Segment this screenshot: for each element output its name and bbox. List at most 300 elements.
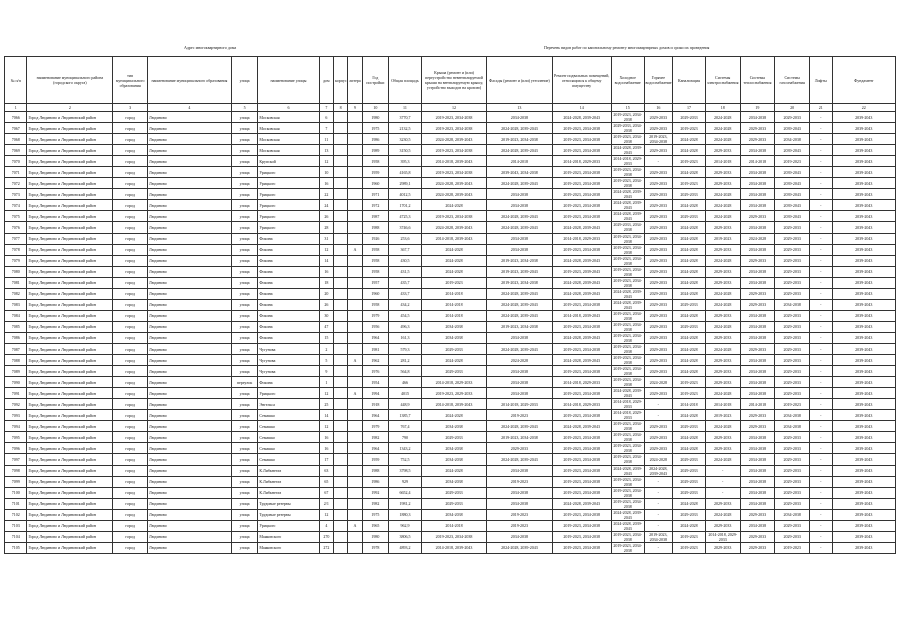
table-row bbox=[5, 134, 896, 145]
table-row bbox=[5, 421, 896, 432]
cell-basement: 2019-2023, 2034-2038 bbox=[552, 454, 611, 465]
cell-found: 2039-2043 bbox=[832, 178, 896, 189]
cell-area: 6652,4 bbox=[389, 487, 422, 498]
cell-korp bbox=[333, 310, 347, 321]
cell-heat: 2029-2033 bbox=[740, 299, 775, 310]
cell-facade: 2034-2038 bbox=[487, 465, 552, 476]
cell-cold: 2019-2023, 2034-2038 bbox=[611, 233, 644, 244]
cell-found: 2039-2043 bbox=[832, 399, 896, 410]
cell-year: 1926 bbox=[362, 233, 389, 244]
cell-sewer: 2024-2028 bbox=[673, 233, 706, 244]
table-row bbox=[5, 123, 896, 134]
cell-area: 3770,7 bbox=[389, 112, 422, 123]
cell-basement: 2019-2023, 2034-2038 bbox=[552, 189, 611, 200]
cell-area: 430,5 bbox=[389, 255, 422, 266]
cell-district: Город Людиново и Людиновский район bbox=[27, 134, 113, 145]
cell-street: Фокина bbox=[258, 244, 319, 255]
cell-year: 1980 bbox=[362, 531, 389, 542]
cell-st: переулок bbox=[231, 377, 258, 388]
cell-lit bbox=[348, 200, 362, 211]
cell-heat: 2034-2038 bbox=[740, 520, 775, 531]
cell-n: 7081 bbox=[5, 277, 27, 288]
cell-year: 1988 bbox=[362, 465, 389, 476]
column-number: 2 bbox=[27, 104, 113, 112]
cell-cold: 2019-2023, 2034-2038 bbox=[611, 498, 644, 509]
cell-year: 1987 bbox=[362, 211, 389, 222]
table-row bbox=[5, 531, 896, 542]
cell-lift: - bbox=[810, 399, 832, 410]
cell-area: 253,6 bbox=[389, 233, 422, 244]
cell-hot: 2029-2033 bbox=[644, 366, 673, 377]
cell-cold: 2014-2018, 2029-2033 bbox=[611, 410, 644, 421]
cell-lift: - bbox=[810, 178, 832, 189]
cell-hot: - bbox=[644, 498, 673, 509]
cell-facade: 2024-2028, 2039-2043 bbox=[487, 178, 552, 189]
cell-facade: 2019-2023 bbox=[487, 520, 552, 531]
column-number: 20 bbox=[775, 104, 810, 112]
cell-elec: 2024-2028 bbox=[705, 288, 740, 299]
cell-roof: 2014-2018, 2039-2043 bbox=[421, 233, 486, 244]
cell-gas: 2034-2038 bbox=[775, 299, 810, 310]
cell-st: улица bbox=[231, 189, 258, 200]
cell-n: 7090 bbox=[5, 377, 27, 388]
cell-gas: 2029-2033 bbox=[775, 332, 810, 343]
cell-sewer: 2024-2028 bbox=[673, 200, 706, 211]
cell-cold: 2019-2023, 2034-2038 bbox=[611, 377, 644, 388]
cell-roof: 2024-2028 bbox=[421, 200, 486, 211]
cell-lift: - bbox=[810, 134, 832, 145]
cell-basement: 2019-2023, 2034-2038 bbox=[552, 366, 611, 377]
cell-found: 2039-2043 bbox=[832, 410, 896, 421]
cell-n: 7066 bbox=[5, 112, 27, 123]
cell-lift: - bbox=[810, 211, 832, 222]
cell-mo: Людиново bbox=[148, 167, 232, 178]
cell-facade: 2039-2043, 2034-2038 bbox=[487, 167, 552, 178]
cell-district: Город Людиново и Людиновский район bbox=[27, 399, 113, 410]
column-number: 14 bbox=[552, 104, 611, 112]
table-row bbox=[5, 432, 896, 443]
cell-st: улица bbox=[231, 321, 258, 332]
cell-lift: - bbox=[810, 355, 832, 366]
cell-heat: 2034-2038 bbox=[740, 355, 775, 366]
cell-found: 2039-2043 bbox=[832, 255, 896, 266]
cell-roof: 2014-2018, 2039-2043 bbox=[421, 399, 486, 410]
cell-korp bbox=[333, 520, 347, 531]
table-row bbox=[5, 410, 896, 421]
column-header: тип муниципального образования bbox=[113, 57, 148, 104]
cell-lit bbox=[348, 321, 362, 332]
cell-roof: 2019-2023, 2034-2038 bbox=[421, 112, 486, 123]
cell-mo: Людиново bbox=[148, 421, 232, 432]
cell-sewer: 2024-2028 bbox=[673, 520, 706, 531]
cell-house: 16 bbox=[319, 443, 333, 454]
cell-year: 1958 bbox=[362, 156, 389, 167]
cell-type: город bbox=[113, 255, 148, 266]
cell-mo: Людиново bbox=[148, 277, 232, 288]
cell-lift: - bbox=[810, 366, 832, 377]
cell-house: 2/1 bbox=[319, 498, 333, 509]
cell-roof: 2029-2033 bbox=[421, 487, 486, 498]
cell-korp bbox=[333, 123, 347, 134]
table-row bbox=[5, 355, 896, 366]
cell-cold: 2019-2023, 2034-2038 bbox=[611, 487, 644, 498]
table-row bbox=[5, 233, 896, 244]
cell-heat: 2034-2038 bbox=[740, 366, 775, 377]
cell-type: город bbox=[113, 509, 148, 520]
cell-house: 28 bbox=[319, 222, 333, 233]
cell-year: 1994 bbox=[362, 388, 389, 399]
cell-gas: 2019-2023 bbox=[775, 156, 810, 167]
cell-year: 1964 bbox=[362, 410, 389, 421]
cell-elec: 2024-2028 bbox=[705, 388, 740, 399]
column-number: 17 bbox=[673, 104, 706, 112]
cell-facade: 2024-2028, 2039-2043 bbox=[487, 343, 552, 354]
cell-facade: 2034-2038 bbox=[487, 388, 552, 399]
cell-facade: 2024-2028, 2039-2043 bbox=[487, 542, 552, 553]
cell-st: улица bbox=[231, 266, 258, 277]
cell-heat: 2034-2038 bbox=[740, 498, 775, 509]
cell-year: 1972 bbox=[362, 200, 389, 211]
cell-area: 435,7 bbox=[389, 277, 422, 288]
cell-type: город bbox=[113, 332, 148, 343]
column-number: 13 bbox=[487, 104, 552, 112]
cell-mo: Людиново bbox=[148, 321, 232, 332]
cell-sewer: 2019-2023 bbox=[673, 123, 706, 134]
column-number: 3 bbox=[113, 104, 148, 112]
cell-korp bbox=[333, 233, 347, 244]
cell-lift: - bbox=[810, 410, 832, 421]
cell-elec: 2029-2033 bbox=[705, 178, 740, 189]
cell-district: Город Людиново и Людиновский район bbox=[27, 277, 113, 288]
cell-district: Город Людиново и Людиновский район bbox=[27, 266, 113, 277]
cell-facade: 2019-2023 bbox=[487, 509, 552, 520]
cell-n: 7091 bbox=[5, 388, 27, 399]
cell-sewer: 2019-2023 bbox=[673, 542, 706, 553]
cell-year: 1965 bbox=[362, 520, 389, 531]
cell-st: улица bbox=[231, 465, 258, 476]
cell-lift: - bbox=[810, 167, 832, 178]
table-row bbox=[5, 299, 896, 310]
cell-basement: 2014-2018, 2039-2043 bbox=[552, 310, 611, 321]
cell-sewer: 2024-2028 bbox=[673, 343, 706, 354]
column-header: Крыша (ремонт и (или) переустройство невентилируемой крыши на вентилируемую крышу, устройство выходов на кровлю) bbox=[421, 57, 486, 104]
cell-street: Урицкого bbox=[258, 388, 319, 399]
cell-type: город bbox=[113, 355, 148, 366]
cell-type: город bbox=[113, 244, 148, 255]
cell-roof: 2024-2028 bbox=[421, 355, 486, 366]
cell-lit: А bbox=[348, 520, 362, 531]
cell-mo: Людиново bbox=[148, 531, 232, 542]
cell-roof: 2034-2038 bbox=[421, 454, 486, 465]
cell-roof: 2014-2018 bbox=[421, 288, 486, 299]
cell-street: Энгельса bbox=[258, 399, 319, 410]
cell-sewer: 2024-2028 bbox=[673, 332, 706, 343]
column-header: Системы теплоснабжения bbox=[740, 57, 775, 104]
cell-year: 1976 bbox=[362, 366, 389, 377]
cell-korp bbox=[333, 443, 347, 454]
cell-roof: 2029-2033 bbox=[421, 366, 486, 377]
cell-basement: 2019-2023, 2034-2038 bbox=[552, 443, 611, 454]
cell-street: Московская bbox=[258, 145, 319, 156]
cell-roof: 2024-2028 bbox=[421, 266, 486, 277]
cell-found: 2039-2043 bbox=[832, 355, 896, 366]
cell-mo: Людиново bbox=[148, 432, 232, 443]
cell-gas: 2029-2033 bbox=[775, 266, 810, 277]
cell-heat: 2034-2038 bbox=[740, 388, 775, 399]
cell-district: Город Людиново и Людиновский район bbox=[27, 145, 113, 156]
cell-found: 2039-2043 bbox=[832, 244, 896, 255]
cell-hot: 2029-2033 bbox=[644, 178, 673, 189]
cell-street: Семашко bbox=[258, 432, 319, 443]
cell-year: 1989 bbox=[362, 145, 389, 156]
cell-basement: 2019-2023, 2034-2038 bbox=[552, 542, 611, 553]
cell-street: Урицкого bbox=[258, 167, 319, 178]
table-row bbox=[5, 211, 896, 222]
cell-lift: - bbox=[810, 321, 832, 332]
cell-korp bbox=[333, 410, 347, 421]
cell-found: 2039-2043 bbox=[832, 156, 896, 167]
cell-facade: 2024-2028, 2039-2043 bbox=[487, 288, 552, 299]
column-number: 19 bbox=[740, 104, 775, 112]
cell-gas: 2029-2033 bbox=[775, 255, 810, 266]
cell-street: Урицкого bbox=[258, 520, 319, 531]
cell-type: город bbox=[113, 321, 148, 332]
cell-elec: 2024-2028 bbox=[705, 321, 740, 332]
cell-year: 1979 bbox=[362, 421, 389, 432]
cell-basement: 2019-2023, 2034-2038 bbox=[552, 465, 611, 476]
cell-type: город bbox=[113, 498, 148, 509]
cell-house: 65 bbox=[319, 476, 333, 487]
cell-roof: 2034-2038 bbox=[421, 509, 486, 520]
cell-area: 4725,3 bbox=[389, 211, 422, 222]
cell-roof: 2014-2018, 2029-2033 bbox=[421, 377, 486, 388]
cell-roof: 2024-2028 bbox=[421, 255, 486, 266]
cell-basement: 2024-2028, 2039-2043 bbox=[552, 421, 611, 432]
cell-hot: 2029-2033 bbox=[644, 277, 673, 288]
cell-roof: 2024-2028 bbox=[421, 465, 486, 476]
cell-area: 3806,5 bbox=[389, 531, 422, 542]
cell-elec: 2029-2033 bbox=[705, 277, 740, 288]
cell-sewer: 2024-2028 bbox=[673, 222, 706, 233]
cell-street: Чугунова bbox=[258, 355, 319, 366]
cell-n: 7095 bbox=[5, 432, 27, 443]
address-group-label: Адрес многоквартирного дома bbox=[184, 45, 237, 50]
cell-lift: - bbox=[810, 421, 832, 432]
cell-type: город bbox=[113, 531, 148, 542]
cell-house: 14 bbox=[319, 410, 333, 421]
cell-roof: 2014-2018 bbox=[421, 520, 486, 531]
cell-street: Маяковского bbox=[258, 531, 319, 542]
cell-street: Урицкого bbox=[258, 189, 319, 200]
cell-roof: 2029-2033 bbox=[421, 432, 486, 443]
cell-found: 2039-2043 bbox=[832, 476, 896, 487]
cell-area: 395,3 bbox=[389, 156, 422, 167]
cell-district: Город Людиново и Людиновский район bbox=[27, 178, 113, 189]
cell-basement: 2024-2028, 2039-2043 bbox=[552, 112, 611, 123]
cell-hot: - bbox=[644, 476, 673, 487]
cell-found: 2039-2043 bbox=[832, 377, 896, 388]
cell-roof: 2014-2018 bbox=[421, 310, 486, 321]
cell-elec: 2029-2033 bbox=[705, 222, 740, 233]
table-row bbox=[5, 288, 896, 299]
cell-found: 2039-2043 bbox=[832, 520, 896, 531]
cell-st: улица bbox=[231, 542, 258, 553]
cell-sewer: 2029-2033 bbox=[673, 476, 706, 487]
cell-found: 2039-2043 bbox=[832, 432, 896, 443]
cell-korp bbox=[333, 388, 347, 399]
cell-mo: Людиново bbox=[148, 388, 232, 399]
cell-elec: 2024-2028 bbox=[705, 200, 740, 211]
cell-house: 16 bbox=[319, 178, 333, 189]
cell-elec: 2024-2028 bbox=[705, 189, 740, 200]
cell-cold: 2019-2023, 2034-2038 bbox=[611, 112, 644, 123]
cell-district: Город Людиново и Людиновский район bbox=[27, 200, 113, 211]
cell-lift: - bbox=[810, 156, 832, 167]
cell-heat: 2034-2038 bbox=[740, 189, 775, 200]
cell-lit bbox=[348, 332, 362, 343]
cell-elec: 2014-2018 bbox=[705, 399, 740, 410]
cell-cold: 2019-2023, 2034-2038 bbox=[611, 255, 644, 266]
cell-mo: Людиново bbox=[148, 410, 232, 421]
cell-type: город bbox=[113, 443, 148, 454]
cell-st: улица bbox=[231, 222, 258, 233]
table-row bbox=[5, 454, 896, 465]
cell-lit bbox=[348, 145, 362, 156]
cell-elec: 2029-2033 bbox=[705, 542, 740, 553]
cell-type: город bbox=[113, 277, 148, 288]
cell-type: город bbox=[113, 222, 148, 233]
cell-roof: 2019-2023, 2034-2038 bbox=[421, 211, 486, 222]
cell-year: 1958 bbox=[362, 266, 389, 277]
cell-n: 7069 bbox=[5, 145, 27, 156]
cell-facade: 2034-2038 bbox=[487, 189, 552, 200]
cell-lift: - bbox=[810, 476, 832, 487]
cell-elec: 2024-2028 bbox=[705, 299, 740, 310]
cell-year: 1992 bbox=[362, 487, 389, 498]
cell-n: 7097 bbox=[5, 454, 27, 465]
cell-district: Город Людиново и Людиновский район bbox=[27, 366, 113, 377]
cell-facade: 2034-2038 bbox=[487, 332, 552, 343]
cell-lift: - bbox=[810, 542, 832, 553]
cell-sewer: 2019-2023 bbox=[673, 156, 706, 167]
cell-gas: 2029-2033 bbox=[775, 355, 810, 366]
cell-basement: 2024-2028, 2039-2043 bbox=[552, 288, 611, 299]
cell-house: 6 bbox=[319, 112, 333, 123]
cell-elec: 2024-2028 bbox=[705, 112, 740, 123]
cell-heat: 2029-2033 bbox=[740, 542, 775, 553]
cell-lit bbox=[348, 266, 362, 277]
cell-hot: 2029-2033 bbox=[644, 189, 673, 200]
cell-sewer: 2029-2033 bbox=[673, 465, 706, 476]
cell-st: улица bbox=[231, 421, 258, 432]
cell-n: 7088 bbox=[5, 355, 27, 366]
cell-lift: - bbox=[810, 222, 832, 233]
cell-st: улица bbox=[231, 332, 258, 343]
cell-hot: 2019-2023, 2034-2038 bbox=[644, 531, 673, 542]
cell-lit bbox=[348, 421, 362, 432]
table-row bbox=[5, 266, 896, 277]
cell-street: Фокина bbox=[258, 277, 319, 288]
cell-st: улица bbox=[231, 410, 258, 421]
cell-korp bbox=[333, 288, 347, 299]
cell-lift: - bbox=[810, 123, 832, 134]
cell-type: город bbox=[113, 167, 148, 178]
cell-year: 1918 bbox=[362, 399, 389, 410]
table-row bbox=[5, 277, 896, 288]
cell-mo: Людиново bbox=[148, 134, 232, 145]
cell-facade: 2014-2018 bbox=[487, 156, 552, 167]
cell-area: 579,3 bbox=[389, 343, 422, 354]
cell-roof: 2019-2023, 2034-2038 bbox=[421, 167, 486, 178]
cell-street: Чугунова bbox=[258, 366, 319, 377]
cell-gas: 2019-2023 bbox=[775, 542, 810, 553]
cell-area: 1701,2 bbox=[389, 200, 422, 211]
cell-street: Фокина bbox=[258, 377, 319, 388]
cell-area: 496,3 bbox=[389, 321, 422, 332]
cell-mo: Людиново bbox=[148, 233, 232, 244]
cell-cold: 2019-2023, 2034-2038 bbox=[611, 134, 644, 145]
cell-sewer: 2024-2028 bbox=[673, 134, 706, 145]
cell-area: 929 bbox=[389, 476, 422, 487]
cell-elec: 2024-2028 bbox=[705, 421, 740, 432]
cell-district: Город Людиново и Людиновский район bbox=[27, 498, 113, 509]
cell-elec: 2029-2033 bbox=[705, 498, 740, 509]
cell-sewer: 2029-2033 bbox=[673, 487, 706, 498]
cell-facade: 2034-2038 bbox=[487, 244, 552, 255]
cell-lit bbox=[348, 443, 362, 454]
cell-facade: 2034-2038 bbox=[487, 487, 552, 498]
cell-st: улица bbox=[231, 288, 258, 299]
cell-house: 5 bbox=[319, 355, 333, 366]
cell-gas: 2039-2043 bbox=[775, 200, 810, 211]
cell-type: город bbox=[113, 299, 148, 310]
cell-basement: 2019-2023, 2034-2038 bbox=[552, 244, 611, 255]
cell-korp bbox=[333, 266, 347, 277]
cell-year: 1958 bbox=[362, 255, 389, 266]
cell-area: 281,2 bbox=[389, 355, 422, 366]
cell-mo: Людиново bbox=[148, 310, 232, 321]
cell-st: улица bbox=[231, 443, 258, 454]
cell-sewer: 2024-2028 bbox=[673, 277, 706, 288]
cell-korp bbox=[333, 432, 347, 443]
cell-lift: - bbox=[810, 377, 832, 388]
cell-heat: 2029-2033 bbox=[740, 343, 775, 354]
cell-korp bbox=[333, 531, 347, 542]
cell-korp bbox=[333, 211, 347, 222]
cell-district: Город Людиново и Людиновский район bbox=[27, 432, 113, 443]
cell-year: 1957 bbox=[362, 277, 389, 288]
cell-lift: - bbox=[810, 531, 832, 542]
cell-house: 11 bbox=[319, 134, 333, 145]
cell-mo: Людиново bbox=[148, 211, 232, 222]
cell-area: 3746,6 bbox=[389, 222, 422, 233]
cell-facade: 2024-2028, 2039-2043 bbox=[487, 222, 552, 233]
cell-found: 2039-2043 bbox=[832, 288, 896, 299]
cell-house: 30 bbox=[319, 310, 333, 321]
cell-st: улица bbox=[231, 134, 258, 145]
cell-street: Семашко bbox=[258, 421, 319, 432]
cell-year: 1982 bbox=[362, 498, 389, 509]
cell-lift: - bbox=[810, 454, 832, 465]
cell-n: 7070 bbox=[5, 156, 27, 167]
cell-district: Город Людиново и Людиновский район bbox=[27, 332, 113, 343]
cell-lit bbox=[348, 299, 362, 310]
cell-type: город bbox=[113, 343, 148, 354]
cell-district: Город Людиново и Людиновский район bbox=[27, 299, 113, 310]
cell-cold: 2019-2023, 2034-2038 bbox=[611, 343, 644, 354]
cell-facade: 2019-2023, 2034-2038 bbox=[487, 321, 552, 332]
cell-facade: 2024-2028, 2039-2043 bbox=[487, 310, 552, 321]
